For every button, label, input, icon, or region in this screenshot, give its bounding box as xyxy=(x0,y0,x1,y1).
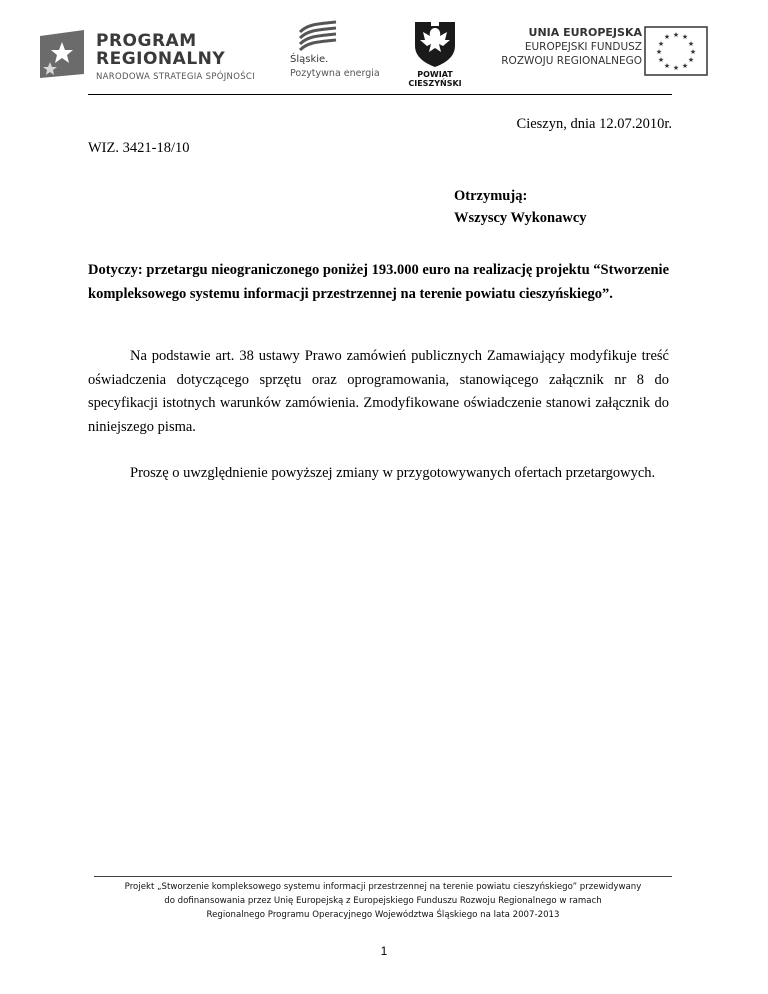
footer-line2: do dofinansowania przez Unię Europejską z Europejskiego Funduszu Rozwoju Regionalnego w ramach xyxy=(164,896,602,906)
program-title-line2: REGIONALNY xyxy=(96,49,226,69)
footer-line3: Regionalnego Programu Operacyjnego Województwa Śląskiego na lata 2007-2013 xyxy=(206,910,560,920)
svg-text:★: ★ xyxy=(657,40,665,48)
body-paragraph-1: Na podstawie art. 38 ustawy Prawo zamówień publicznych Zamawiający modyfikuje treść oświadczenia dotyczącego sprzętu oraz oprogramowania, stanowiącego załącznik nr 8 do specyfikacji istotnych warunków zamówienia. Zmodyfikowane oświadczenie stanowi załącznik do niniejszego pisma. xyxy=(88,348,669,435)
recipients: Wszyscy Wykonawcy xyxy=(454,210,587,226)
ue-line1: UNIA EUROPEJSKA xyxy=(528,26,642,39)
svg-text:★: ★ xyxy=(672,31,680,39)
body-paragraph-2: Proszę o uwzględnienie powyższej zmiany w przygotowywanych ofertach przetargowych. xyxy=(130,465,656,481)
star-flag-icon xyxy=(36,28,88,80)
header-divider xyxy=(88,94,672,95)
svg-text:★: ★ xyxy=(689,48,697,56)
svg-text:★: ★ xyxy=(681,33,689,41)
program-title-line1: PROGRAM xyxy=(96,31,197,51)
letterhead xyxy=(0,0,768,100)
letter-subject: Dotyczy: przetargu nieograniczonego poniżej 193.000 euro na realizację projektu “Stworzenie kompleksowego systemu informacji przestrzennej na terenie powiatu cieszyńskiego”. xyxy=(88,262,669,302)
program-regionalny-logo xyxy=(36,26,266,86)
footer-line1: Projekt „Stworzenie kompleksowego systemu informacji przestrzennej na terenie powiatu cieszyńskiego” przewidywany xyxy=(124,882,642,892)
slaskie-logo xyxy=(290,20,380,90)
svg-text:★: ★ xyxy=(663,33,671,41)
svg-text:★: ★ xyxy=(657,56,665,64)
ue-line2: EUROPEJSKI FUNDUSZ xyxy=(524,41,642,53)
footer-divider xyxy=(94,876,672,877)
slaskie-name: Śląskie. xyxy=(290,54,329,65)
footer-text xyxy=(94,880,672,922)
svg-text:★: ★ xyxy=(663,62,671,70)
recipients-label: Otrzymują: xyxy=(454,188,528,204)
wave-lines-icon xyxy=(296,20,340,54)
svg-text:★: ★ xyxy=(681,62,689,70)
ue-line3: ROZWOJU REGIONALNEGO xyxy=(501,55,642,67)
program-title xyxy=(96,32,225,68)
svg-text:★: ★ xyxy=(655,48,663,56)
reference-number: WIZ. 3421-18/10 xyxy=(88,140,190,156)
eu-fund-text xyxy=(501,26,642,68)
powiat-cieszynski-logo xyxy=(395,18,475,94)
letter-date: Cieszyn, dnia 12.07.2010r. xyxy=(516,116,672,132)
page-number: 1 xyxy=(380,944,388,958)
eu-flag-icon xyxy=(644,26,708,76)
svg-text:★: ★ xyxy=(672,64,680,72)
program-subtitle: NARODOWA STRATEGIA SPÓJNOŚCI xyxy=(96,72,255,82)
powiat-line1: POWIAT xyxy=(417,70,453,79)
powiat-line2: CIESZYŃSKI xyxy=(408,79,462,88)
slaskie-tagline: Pozytywna energia xyxy=(290,68,380,79)
svg-text:★: ★ xyxy=(687,40,695,48)
eagle-crest-icon xyxy=(411,18,459,68)
svg-text:★: ★ xyxy=(687,56,695,64)
